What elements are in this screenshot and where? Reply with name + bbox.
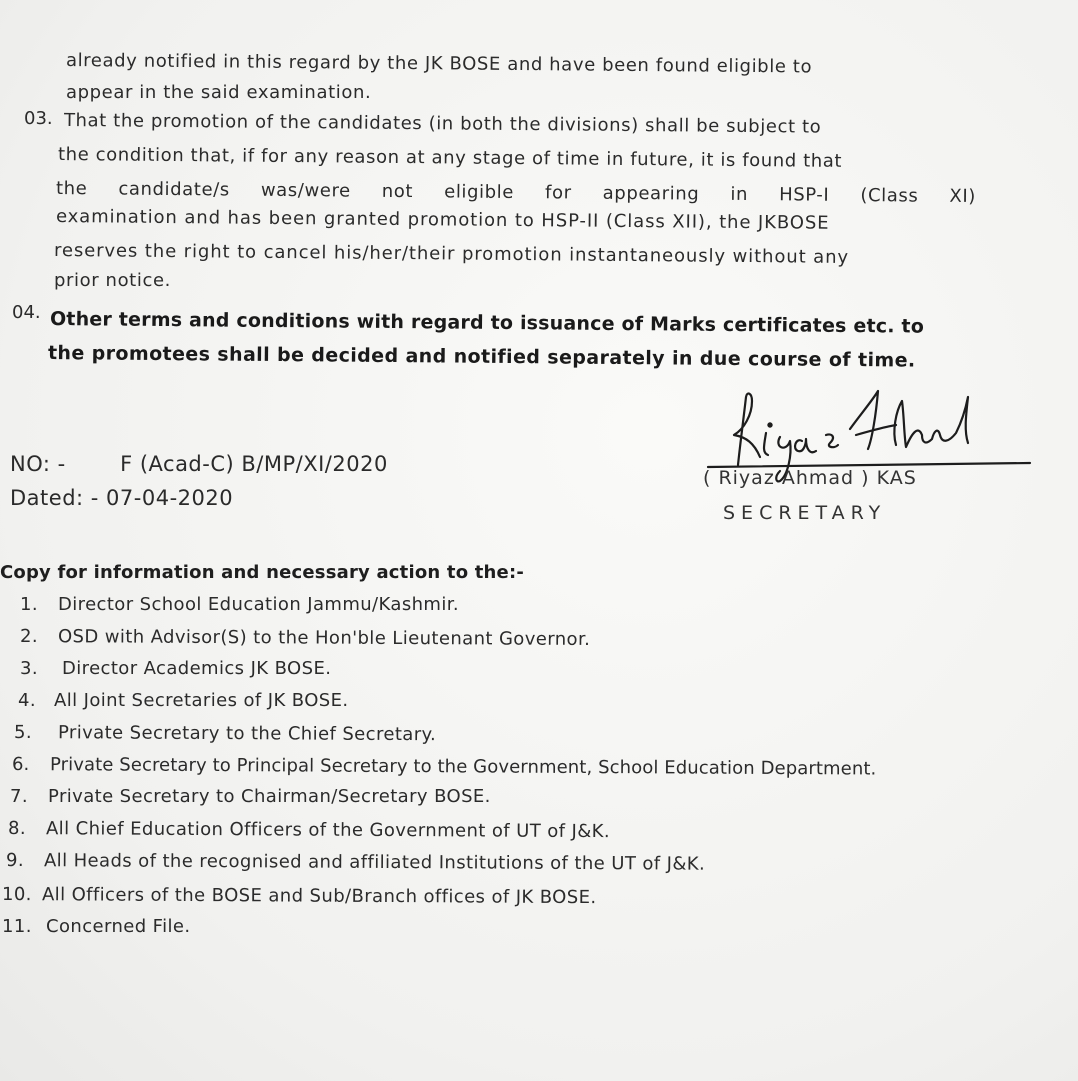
- list-item: 4. All Joint Secretaries of JK BOSE.: [18, 690, 349, 711]
- justified-word: in: [730, 183, 749, 206]
- signatory-title: SECRETARY: [723, 502, 887, 524]
- reference-date-label: Dated: -: [10, 486, 99, 510]
- list-item: 3. Director Academics JK BOSE.: [20, 658, 332, 679]
- list-item: 2. OSD with Advisor(S) to the Hon'ble Lieutenant Governor.: [19, 626, 591, 650]
- list-item: 9. All Heads of the recognised and affiliated Institutions of the UT of J&K.: [5, 850, 706, 875]
- clause-number: 03.: [24, 108, 53, 129]
- list-item: 11. Concerned File.: [2, 916, 191, 937]
- clause-line: reserves the right to cancel his/her/their promotion instantaneously without any: [53, 240, 850, 268]
- reference-number-label: NO: -: [10, 452, 66, 476]
- list-item: 1. Director School Education Jammu/Kashmir.: [20, 594, 460, 615]
- clause-line: prior notice.: [54, 270, 171, 291]
- clause-line: the condition that, if for any reason at any stage of time in future, it is found that: [57, 144, 843, 172]
- justified-word: candidate/s: [118, 178, 230, 201]
- copy-to-heading: Copy for information and necessary action to the:-: [0, 562, 525, 583]
- justified-word: eligible: [444, 181, 515, 203]
- justified-word: (Class: [860, 185, 919, 207]
- justified-word: was/were: [260, 179, 351, 202]
- clause-line: examination and has been granted promotion to HSP-II (Class XII), the JKBOSE: [55, 206, 830, 234]
- justified-word: not: [381, 180, 414, 203]
- justified-word: XI): [949, 185, 977, 208]
- list-item: 5. Private Secretary to the Chief Secretary.: [13, 722, 437, 746]
- justified-word: for: [544, 182, 572, 204]
- paragraph-line: already notified in this regard by the JK BOSE and have been found eligible to: [65, 50, 813, 78]
- clause-line-bold: Other terms and conditions with regard to issuance of Marks certificates etc. to: [49, 308, 925, 338]
- clause-line: That the promotion of the candidates (in both the divisions) shall be subject to: [63, 110, 822, 138]
- reference-number-value: F (Acad-C) B/MP/XI/2020: [120, 452, 388, 476]
- clause-number: 04.: [12, 302, 41, 323]
- justified-word: the: [55, 178, 88, 200]
- list-item: 6. Private Secretary to Principal Secretary to the Government, School Education Department.: [11, 754, 877, 780]
- list-item: 7. Private Secretary to Chairman/Secretary BOSE.: [10, 786, 491, 807]
- paragraph-line: appear in the said examination.: [66, 82, 372, 103]
- list-item: 10. All Officers of the BOSE and Sub/Branch offices of JK BOSE.: [1, 884, 597, 909]
- justified-word: appearing: [602, 182, 700, 205]
- reference-date-value: 07-04-2020: [106, 486, 234, 510]
- signatory-name: ( Riyaz Ahmad ) KAS: [703, 467, 917, 489]
- clause-line-justified: [56, 178, 976, 207]
- clause-line-bold: the promotees shall be decided and notified separately in due course of time.: [47, 342, 916, 372]
- reference-date: [10, 486, 233, 510]
- list-item: 8. All Chief Education Officers of the Government of UT of J&K.: [7, 818, 611, 843]
- justified-word: HSP-I: [779, 184, 830, 206]
- reference-number: [10, 452, 388, 476]
